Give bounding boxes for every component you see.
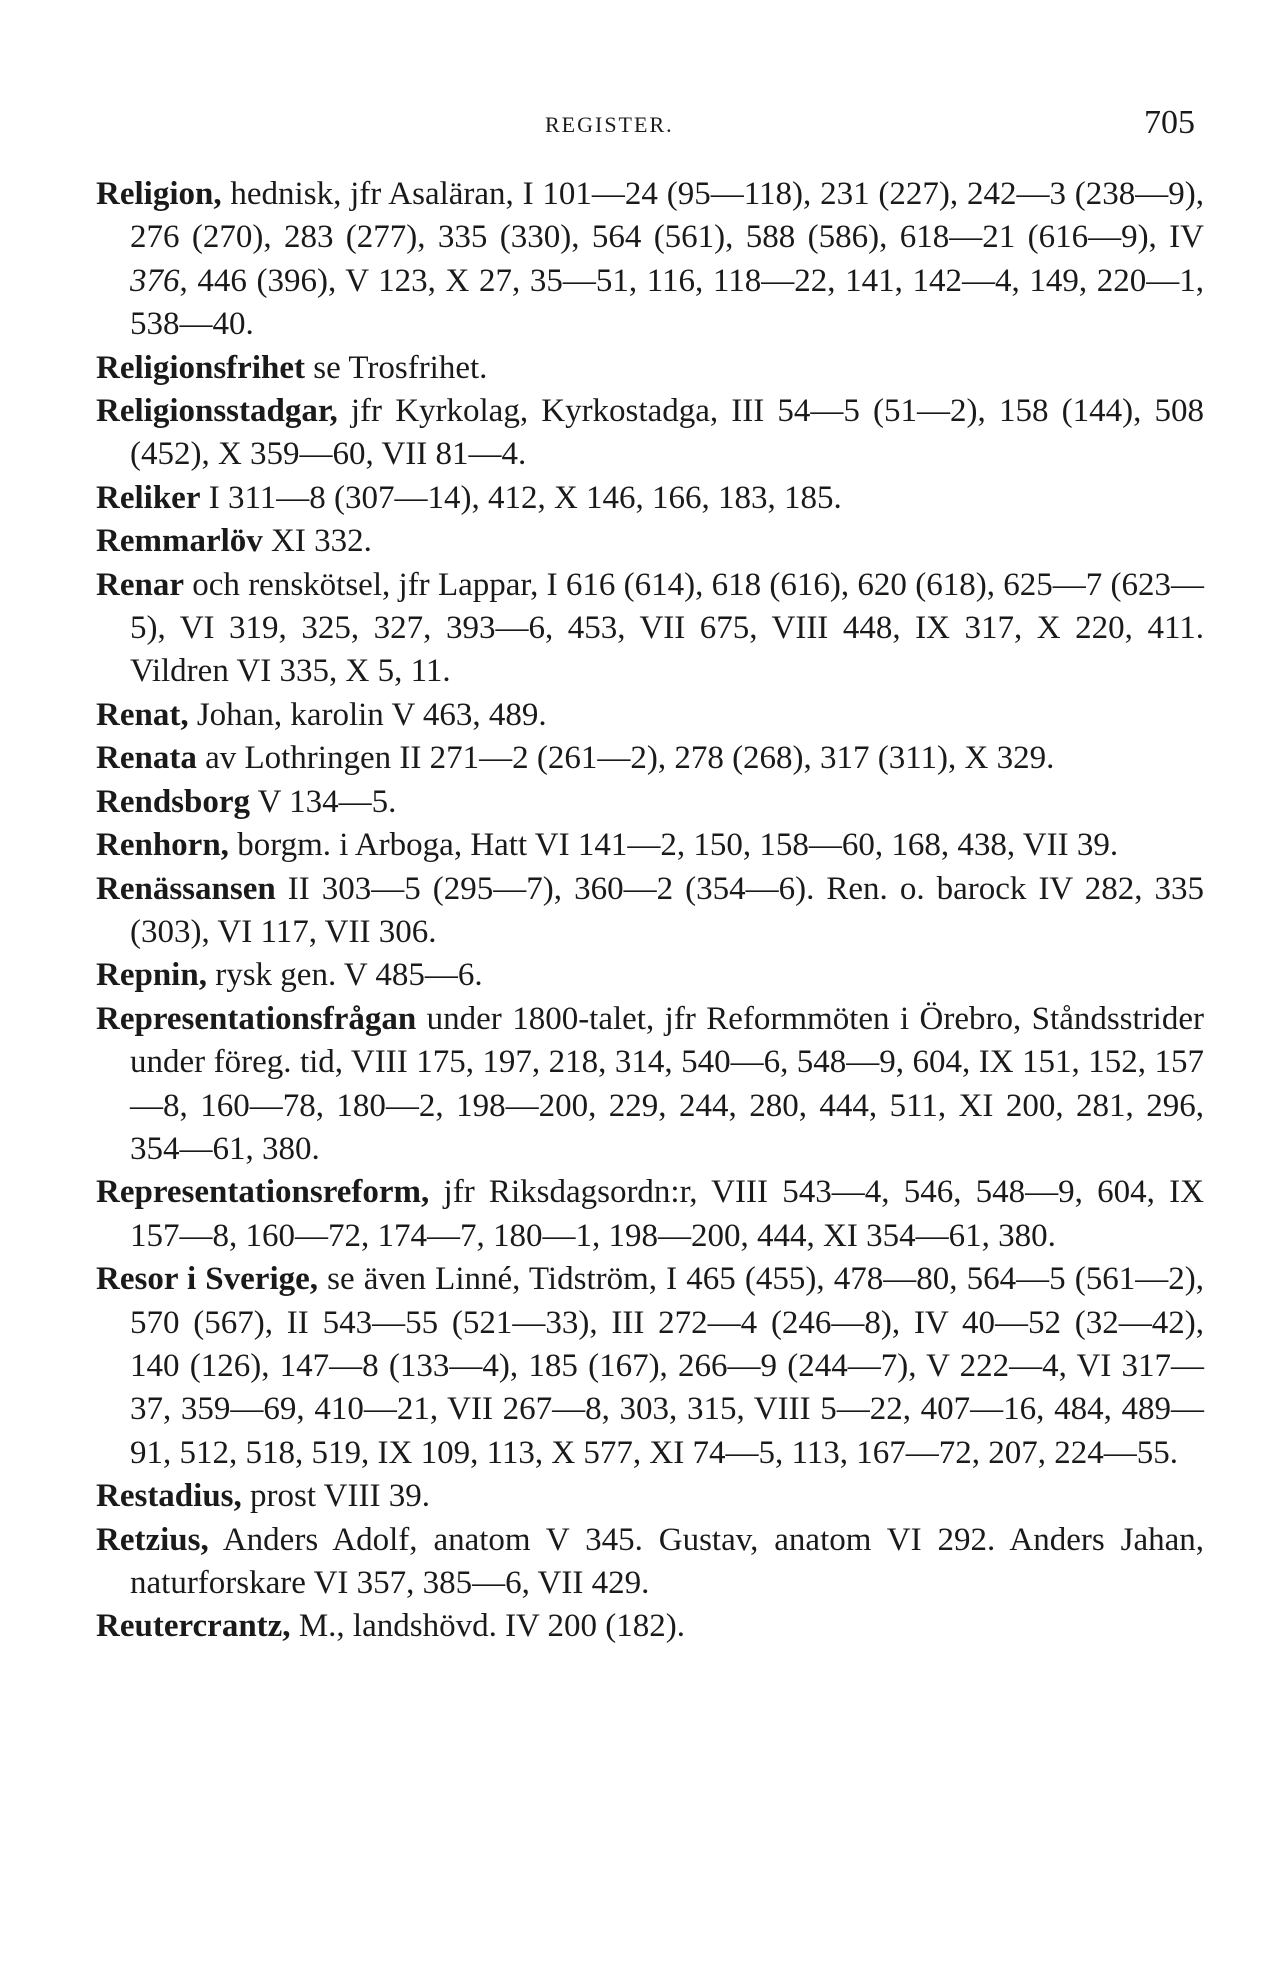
index-entry xyxy=(96,390,1204,477)
entry-headword: Reliker xyxy=(96,479,201,516)
page-number: 705 xyxy=(1144,104,1195,141)
index-entry xyxy=(96,477,1204,520)
entry-headword: Reutercrantz, xyxy=(96,1608,291,1645)
entry-text: se även Linné, Tidström, I 465 (455), 478—80, 564—5 (561—2), 570 (567), II 543—55 (521—33), III 272—4 (246—8), IV 40—52 (32—42), 140 (126), 147—8 (133—4), 185 (167), 266—9 (244—7), V 222—4, VI 317—37, 359—69, 410—21, VII 267—8, 303, 315, VIII 5—22, 407—16, 484, 489—91, 512, 518, 519, IX 109, 113, X 577, XI 74—5, 113, 167—72, 207, 224—55. xyxy=(130,1261,1204,1471)
entry-text: Johan, karolin V 463, 489. xyxy=(188,696,547,733)
index-entry xyxy=(96,347,1204,390)
entry-text: XI 332. xyxy=(262,523,372,560)
entry-headword: Restadius, xyxy=(96,1478,242,1515)
index-entry xyxy=(96,173,1204,347)
index-entry xyxy=(96,781,1204,824)
entry-text: rysk gen. V 485—6. xyxy=(206,957,483,994)
index-entry xyxy=(96,694,1204,737)
entry-headword: Renat, xyxy=(96,696,189,733)
index-entry xyxy=(96,1171,1204,1258)
entry-text: II 303—5 (295—7), 360—2 (354—6). Ren. o. barock IV 282, 335 (303), VI 117, VII 306. xyxy=(130,870,1204,950)
index-entry xyxy=(96,1519,1204,1606)
entry-text: Anders Adolf, anatom V 345. Gustav, anatom VI 292. Anders Jahan, naturforskare VI 357, 385—6, VII 429. xyxy=(130,1521,1204,1601)
page-header xyxy=(0,104,1265,154)
entry-text: hednisk, jfr Asaläran, I 101—24 (95—118), 231 (227), 242—3 (238—9), 276 (270), 283 (277), 335 (330), 564 (561), 588 (586), 618—21 (616—9), IV xyxy=(130,176,1204,256)
entry-headword: Renata xyxy=(96,740,197,777)
entry-headword: Representationsreform, xyxy=(96,1174,430,1211)
entry-text: jfr Riksdagsordn:r, VIII 543—4, 546, 548—9, 604, IX 157—8, 160—72, 174—7, 180—1, 198—200, 444, XI 354—61, 380. xyxy=(130,1174,1204,1254)
entry-headword: Resor i Sverige, xyxy=(96,1261,319,1298)
index-entry xyxy=(96,954,1204,997)
entry-headword: Renar xyxy=(96,566,184,603)
entry-headword: Religion, xyxy=(96,176,222,212)
entry-text: I 311—8 (307—14), 412, X 146, 166, 183, 185. xyxy=(200,479,842,516)
entry-italic-ref: 376 xyxy=(130,262,180,299)
index-entries xyxy=(96,173,1204,1649)
index-entry xyxy=(96,1475,1204,1518)
index-entry xyxy=(96,737,1204,780)
entry-text: prost VIII 39. xyxy=(241,1478,430,1515)
index-entry xyxy=(96,998,1204,1172)
index-entry xyxy=(96,1258,1204,1475)
entry-headword: Remmarlöv xyxy=(96,523,263,560)
entry-headword: Repnin, xyxy=(96,957,207,994)
entry-text: och renskötsel, jfr Lappar, I 616 (614), 618 (616), 620 (618), 625—7 (623—5), VI 319, 325, 327, 393—6, 453, VII 675, VIII 448, IX 317, X 220, 411. Vildren VI 335, X 5, 11. xyxy=(130,566,1204,690)
index-entry xyxy=(96,1605,1204,1648)
index-entry xyxy=(96,824,1204,867)
entry-headword: Religionsstadgar, xyxy=(96,393,338,430)
entry-headword: Rendsborg xyxy=(96,783,251,820)
entry-headword: Representationsfrågan xyxy=(96,1000,417,1037)
entry-headword: Renhorn, xyxy=(96,827,229,864)
index-entry xyxy=(96,520,1204,563)
entry-headword: Religionsfrihet xyxy=(96,349,305,386)
entry-text: borgm. i Arboga, Hatt VI 141—2, 150, 158—60, 168, 438, VII 39. xyxy=(228,827,1119,864)
entry-text: V 134—5. xyxy=(250,783,397,820)
entry-headword: Retzius, xyxy=(96,1521,209,1558)
entry-text: se Trosfrihet. xyxy=(304,349,488,386)
running-title: REGISTER. xyxy=(545,112,674,137)
entry-headword: Renässansen xyxy=(96,870,276,907)
entry-text: M., landshövd. IV 200 (182). xyxy=(290,1608,686,1645)
index-entry xyxy=(96,564,1204,694)
index-entry xyxy=(96,868,1204,955)
entry-text: under 1800-talet, jfr Reformmöten i Örebro, Ståndsstrider under föreg. tid, VIII 175, 197, 218, 314, 540—6, 548—9, 604, IX 151, 152, 157—8, 160—78, 180—2, 198—200, 229, 244, 280, 444, 511, XI 200, 281, 296, 354—61, 380. xyxy=(130,1000,1204,1167)
entry-text-cont: , 446 (396), V 123, X 27, 35—51, 116, 118—22, 141, 142—4, 149, 220—1, 538—40. xyxy=(130,262,1204,343)
entry-text: jfr Kyrkolag, Kyrkostadga, III 54—5 (51—2), 158 (144), 508 (452), X 359—60, VII 81—4. xyxy=(130,393,1204,473)
entry-text: av Lothringen II 271—2 (261—2), 278 (268), 317 (311), X 329. xyxy=(196,740,1055,777)
